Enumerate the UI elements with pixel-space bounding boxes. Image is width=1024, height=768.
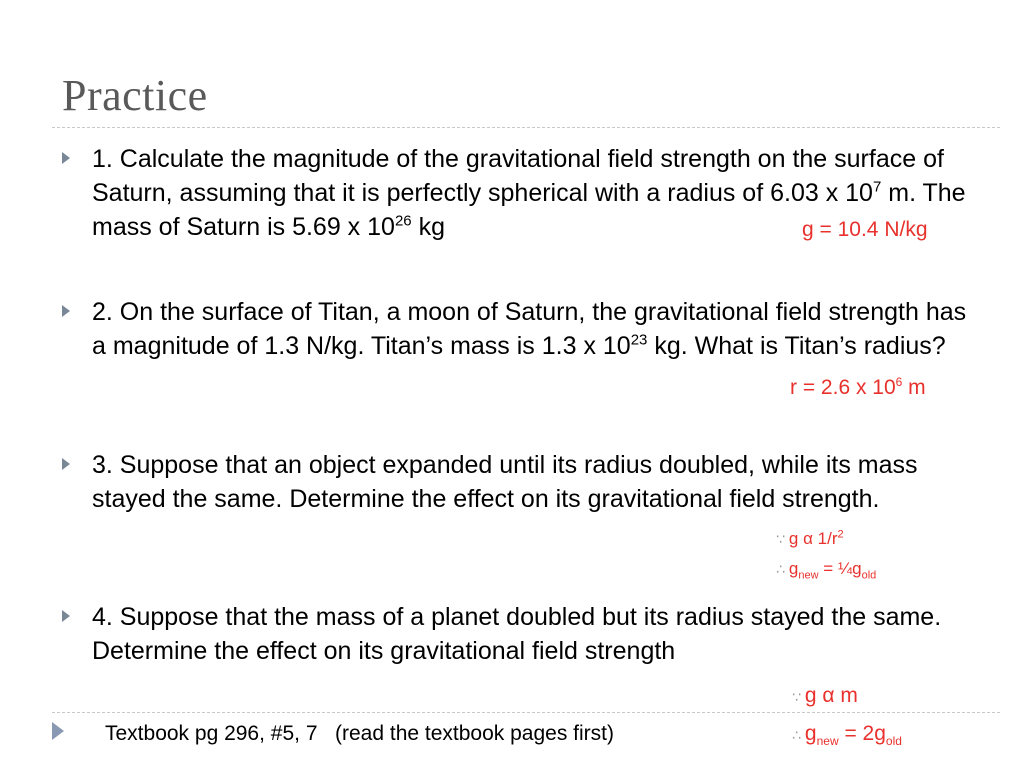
answer-3-line-1: ∵ g α $1/r^2$ (776, 528, 844, 548)
triangle-bullet-icon (52, 722, 64, 740)
question-2: 2. On the surface of Titan, a moon of Saturn, the gravitational field strength has a magnitude of 1.3 N/kg. Titan’s mass is 1.3 x $10^{23}$ kg. What is Titan’s radius? (92, 298, 967, 360)
triangle-bullet-icon (62, 458, 70, 470)
slide-title: Practice (62, 71, 208, 120)
answer-4-line-2: ∴ $g_{new} = 2g_{old}$ (792, 722, 902, 749)
question-1: 1. Calculate the magnitude of the gravitational field strength on the surface of Saturn, assuming that it is perfectly spherical with a radius of 6.03 x $10^7$ m. The mass of Saturn is 5.69 x $10^{26}$ kg (92, 145, 966, 241)
footer-divider (52, 712, 1000, 713)
answer-4-line-1: ∵ g α m (792, 684, 858, 707)
question-4: 4. Suppose that the mass of a planet doubled but its radius stayed the same. Determine the effect on its gravitational field strength (92, 603, 942, 665)
title-divider (52, 127, 1000, 128)
triangle-bullet-icon (62, 152, 70, 164)
triangle-bullet-icon (62, 610, 70, 622)
footer-note: Textbook pg 296, #5, 7 (read the textbook pages first) (105, 722, 614, 745)
question-3: 3. Suppose that an object expanded until its radius doubled, while its mass stayed the same. Determine the effect on its gravitational field strength. (92, 451, 918, 513)
answer-3-line-2: ∴ $g_{new}$ = $\frac{1}{4}g_{old}$ (776, 559, 877, 582)
answer-1: g = 10.4 N/kg (802, 218, 928, 241)
triangle-bullet-icon (62, 305, 70, 317)
answer-2: r = 2.6 x $10^6$ m (790, 375, 926, 399)
